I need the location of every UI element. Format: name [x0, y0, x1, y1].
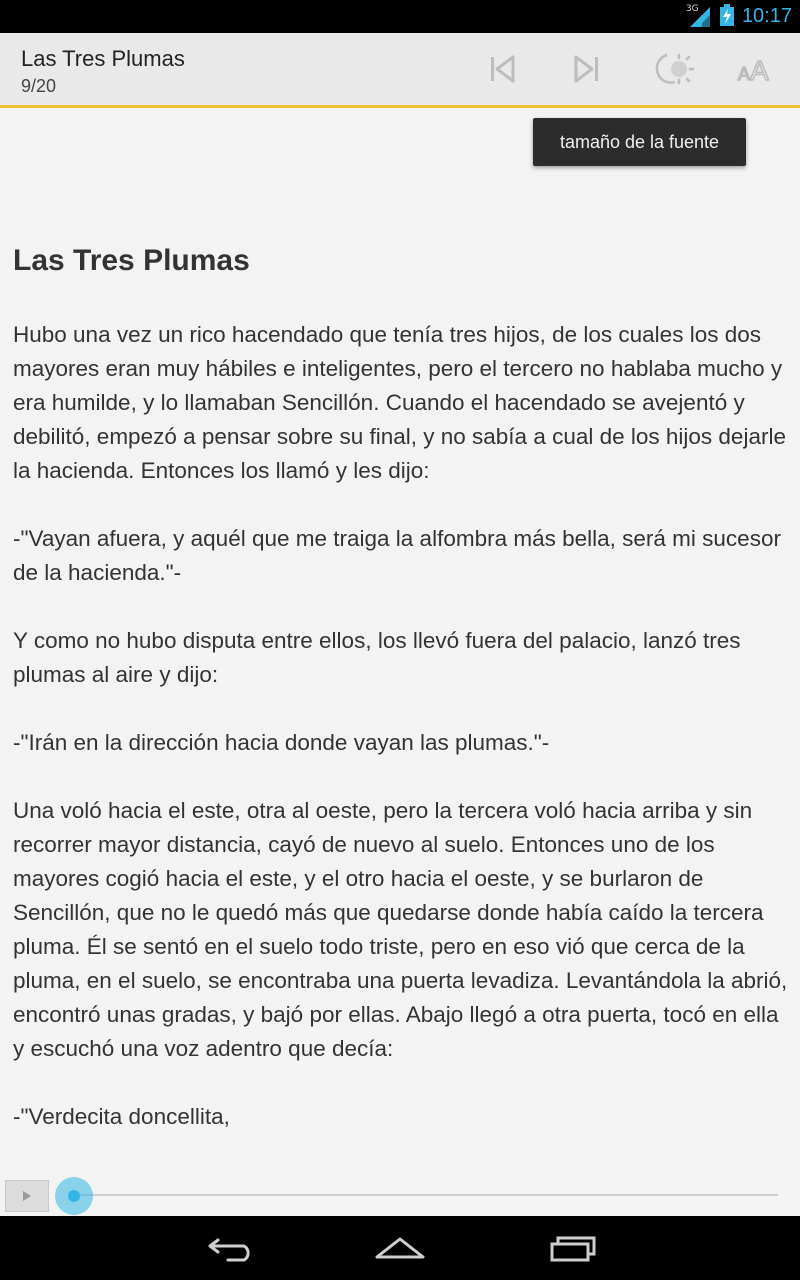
battery-charging-icon	[720, 4, 734, 30]
clock: 10:17	[741, 5, 792, 27]
font-size-icon	[737, 54, 777, 84]
chapter-title: Las Tres Plumas	[13, 244, 250, 277]
day-night-button[interactable]	[637, 33, 707, 105]
book-title: Las Tres Plumas	[21, 46, 185, 71]
paragraph: Hubo una vez un rico hacendado que tenía tres hijos, de los cuales los dos mayores eran muy hábiles e inteligentes, pero el tercero no hablaba mucho y era humilde, y lo llamaban Sencillón. Cuando el hacendado se avejentó y debilitó, empezó a pensar sobre su final, y no sabía a cual de los hijos dejarle la hacienda. Entonces los llamó y les dijo:	[13, 322, 786, 483]
audio-seek-bar	[0, 1174, 800, 1216]
svg-text:A: A	[750, 55, 769, 84]
home-icon	[374, 1235, 426, 1261]
reader-content[interactable]	[13, 230, 788, 1168]
play-icon	[22, 1190, 32, 1202]
network-type: 3G	[685, 3, 699, 14]
play-button[interactable]	[5, 1180, 49, 1212]
action-bar	[0, 33, 800, 108]
paragraph: Y como no hubo disputa entre ellos, los llevó fuera del palacio, lanzó tres plumas al aire y dijo:	[13, 628, 741, 687]
recent-apps-icon	[548, 1234, 596, 1262]
next-chapter-button[interactable]	[552, 33, 622, 105]
previous-chapter-button[interactable]	[467, 33, 537, 105]
paragraph: -"Verdecita doncellita,	[13, 1104, 230, 1129]
signal-icon	[686, 5, 712, 29]
moon-sun-icon	[649, 52, 695, 86]
font-size-button[interactable]	[722, 33, 792, 105]
back-icon	[206, 1234, 254, 1262]
seek-thumb-dot	[68, 1190, 80, 1202]
home-button[interactable]	[355, 1216, 445, 1280]
recent-apps-button[interactable]	[527, 1216, 617, 1280]
seek-track[interactable]	[74, 1194, 778, 1196]
skip-next-icon	[574, 55, 600, 83]
navigation-bar	[0, 1216, 800, 1280]
skip-previous-icon	[489, 55, 515, 83]
chapter-counter: 9/20	[21, 76, 57, 96]
paragraph: -"Vayan afuera, y aquél que me traiga la alfombra más bella, será mi sucesor de la hacienda."-	[13, 526, 781, 585]
paragraph: -"Irán en la dirección hacia donde vayan las plumas."-	[13, 730, 550, 755]
seek-thumb[interactable]	[55, 1177, 93, 1215]
svg-text:A: A	[738, 64, 751, 84]
font-size-tooltip: tamaño de la fuente	[533, 118, 746, 166]
status-bar	[0, 0, 800, 33]
paragraph: Una voló hacia el este, otra al oeste, pero la tercera voló hacia arriba y sin recorrer mayor distancia, cayó de nuevo al suelo. Entonces uno de los mayores cogió hacia el este, y el otro hacia el oeste, y se burlaron de Sencillón, que no le quedó más que quedarse donde había caído la tercera pluma. Él se sentó en el suelo todo triste, pero en eso vió que cerca de la pluma, en el suelo, se encontraba una puerta levadiza. Levantándola la abrió, encontró unas gradas, y bajó por ellas. Abajo llegó a otra puerta, tocó en ella y escuchó una voz adentro que decía:	[13, 798, 788, 1061]
back-button[interactable]	[185, 1216, 275, 1280]
